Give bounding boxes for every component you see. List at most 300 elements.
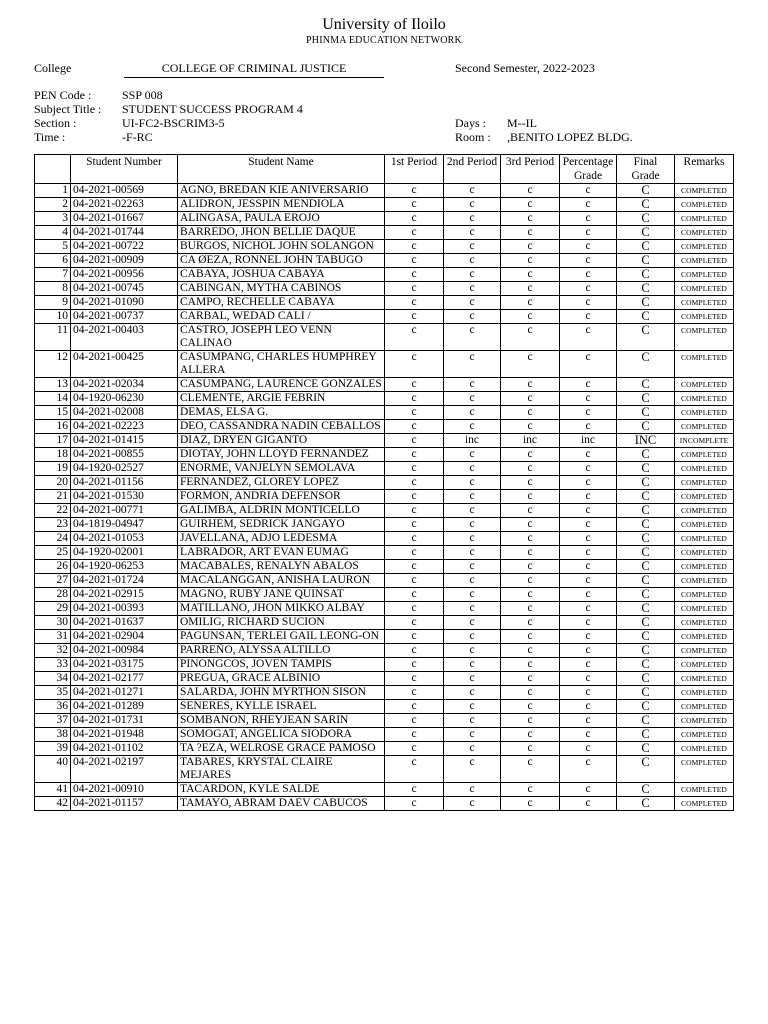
percentage-grade: c (560, 351, 617, 378)
student-number: 04-2021-01271 (71, 686, 178, 700)
final-grade: C (617, 268, 675, 282)
table-row (35, 254, 734, 268)
percentage-grade: c (560, 644, 617, 658)
period-3-grade: c (501, 602, 560, 616)
row-number: 24 (35, 532, 71, 546)
table-row (35, 616, 734, 630)
table-row (35, 742, 734, 756)
percentage-grade: c (560, 518, 617, 532)
remarks: COMPLETED (675, 728, 734, 742)
student-name: CARBAL, WEDAD CALI / (178, 310, 385, 324)
row-number: 36 (35, 700, 71, 714)
final-grade: C (617, 490, 675, 504)
remarks: COMPLETED (675, 783, 734, 797)
percentage-grade: c (560, 184, 617, 198)
grades-table (34, 154, 734, 811)
table-row (35, 378, 734, 392)
student-name: PAGUNSAN, TERLEI GAIL LEONG-ON (178, 630, 385, 644)
period-3-grade: c (501, 783, 560, 797)
period-3-grade: c (501, 560, 560, 574)
remarks: COMPLETED (675, 254, 734, 268)
row-number: 1 (35, 184, 71, 198)
period-3-grade: c (501, 448, 560, 462)
student-number: 04-2021-01090 (71, 296, 178, 310)
student-number: 04-2021-00722 (71, 240, 178, 254)
student-name: TA ?EZA, WELROSE GRACE PAMOSO (178, 742, 385, 756)
remarks: COMPLETED (675, 268, 734, 282)
period-3-grade: c (501, 574, 560, 588)
percentage-grade: c (560, 560, 617, 574)
table-row (35, 448, 734, 462)
student-name: DEO, CASSANDRA NADIN CEBALLOS (178, 420, 385, 434)
row-number: 22 (35, 504, 71, 518)
period-1-grade: c (385, 351, 444, 378)
table-row (35, 406, 734, 420)
period-2-grade: c (444, 504, 501, 518)
remarks: COMPLETED (675, 616, 734, 630)
period-2-grade: c (444, 324, 501, 351)
period-3-grade: c (501, 714, 560, 728)
percentage-grade: c (560, 476, 617, 490)
row-number: 16 (35, 420, 71, 434)
period-1-grade: c (385, 714, 444, 728)
period-2-grade: c (444, 797, 501, 811)
student-number: 04-1819-04947 (71, 518, 178, 532)
remarks: COMPLETED (675, 742, 734, 756)
remarks: COMPLETED (675, 686, 734, 700)
remarks: COMPLETED (675, 310, 734, 324)
document-header (0, 16, 768, 47)
student-number: 04-2021-02263 (71, 198, 178, 212)
student-number: 04-2021-00909 (71, 254, 178, 268)
period-2-grade: c (444, 476, 501, 490)
row-number: 18 (35, 448, 71, 462)
student-name: DIAZ, DRYEN GIGANTO (178, 434, 385, 448)
student-number: 04-2021-00910 (71, 783, 178, 797)
period-2-grade: c (444, 198, 501, 212)
final-grade: C (617, 686, 675, 700)
student-name: OMILIG, RICHARD SUCION (178, 616, 385, 630)
remarks: COMPLETED (675, 630, 734, 644)
time-label: Time : (34, 130, 66, 144)
remarks: COMPLETED (675, 462, 734, 476)
table-row (35, 783, 734, 797)
percentage-grade: c (560, 268, 617, 282)
student-number: 04-2021-01053 (71, 532, 178, 546)
student-number: 04-2021-01415 (71, 434, 178, 448)
remarks: COMPLETED (675, 198, 734, 212)
percentage-grade: c (560, 797, 617, 811)
final-grade: C (617, 240, 675, 254)
final-grade: C (617, 378, 675, 392)
period-3-grade: c (501, 420, 560, 434)
student-number: 04-2021-00956 (71, 268, 178, 282)
header-student-number: Student Number (71, 155, 178, 184)
period-3-grade: c (501, 490, 560, 504)
remarks: COMPLETED (675, 532, 734, 546)
student-name: MAGNO, RUBY JANE QUINSAT (178, 588, 385, 602)
period-3-grade: c (501, 226, 560, 240)
row-number: 5 (35, 240, 71, 254)
pen-code-label: PEN Code : (34, 88, 92, 102)
remarks: COMPLETED (675, 240, 734, 254)
student-name: GALIMBA, ALDRIN MONTICELLO (178, 504, 385, 518)
student-name: MACALANGGAN, ANISHA LAURON (178, 574, 385, 588)
period-2-grade: c (444, 212, 501, 226)
period-2-grade: c (444, 616, 501, 630)
final-grade: C (617, 546, 675, 560)
row-number: 7 (35, 268, 71, 282)
table-row (35, 392, 734, 406)
final-grade: C (617, 644, 675, 658)
period-1-grade: c (385, 518, 444, 532)
table-row (35, 658, 734, 672)
row-number: 17 (35, 434, 71, 448)
row-number: 34 (35, 672, 71, 686)
period-1-grade: c (385, 700, 444, 714)
period-1-grade: c (385, 742, 444, 756)
percentage-grade: c (560, 226, 617, 240)
header-percentage-grade: Percentage Grade (560, 155, 617, 184)
table-row (35, 212, 734, 226)
student-number: 04-1920-02001 (71, 546, 178, 560)
remarks: COMPLETED (675, 212, 734, 226)
row-number: 12 (35, 351, 71, 378)
final-grade: C (617, 476, 675, 490)
period-1-grade: c (385, 728, 444, 742)
final-grade: C (617, 756, 675, 783)
final-grade: C (617, 672, 675, 686)
row-number: 27 (35, 574, 71, 588)
college-label: College (34, 61, 72, 75)
student-number: 04-1920-06253 (71, 560, 178, 574)
percentage-grade: c (560, 378, 617, 392)
student-number: 04-2021-02177 (71, 672, 178, 686)
period-1-grade: c (385, 310, 444, 324)
student-name: ENORME, VANJELYN SEMOLAVA (178, 462, 385, 476)
semester: Second Semester, 2022-2023 (455, 61, 595, 75)
period-1-grade: c (385, 212, 444, 226)
final-grade: C (617, 742, 675, 756)
student-number: 04-2021-01102 (71, 742, 178, 756)
remarks: COMPLETED (675, 504, 734, 518)
row-number: 25 (35, 546, 71, 560)
final-grade: C (617, 226, 675, 240)
percentage-grade: c (560, 448, 617, 462)
percentage-grade: c (560, 700, 617, 714)
period-1-grade: c (385, 532, 444, 546)
student-number: 04-2021-00403 (71, 324, 178, 351)
final-grade: C (617, 406, 675, 420)
table-row (35, 420, 734, 434)
table-row (35, 296, 734, 310)
remarks: COMPLETED (675, 546, 734, 560)
student-number: 04-2021-02904 (71, 630, 178, 644)
period-1-grade: c (385, 324, 444, 351)
table-row (35, 434, 734, 448)
table-row (35, 351, 734, 378)
header-remarks: Remarks (675, 155, 734, 184)
remarks: COMPLETED (675, 756, 734, 783)
student-name: FERNANDEZ, GLOREY LOPEZ (178, 476, 385, 490)
remarks: COMPLETED (675, 700, 734, 714)
period-3-grade: c (501, 240, 560, 254)
period-2-grade: c (444, 448, 501, 462)
student-number: 04-2021-01157 (71, 797, 178, 811)
student-number: 04-2021-00855 (71, 448, 178, 462)
period-3-grade: c (501, 588, 560, 602)
student-number: 04-2021-01744 (71, 226, 178, 240)
period-1-grade: c (385, 406, 444, 420)
remarks: COMPLETED (675, 476, 734, 490)
remarks: COMPLETED (675, 351, 734, 378)
final-grade: C (617, 728, 675, 742)
final-grade: C (617, 462, 675, 476)
period-1-grade: c (385, 490, 444, 504)
student-name: JAVELLANA, ADJO LEDESMA (178, 532, 385, 546)
percentage-grade: c (560, 198, 617, 212)
table-row (35, 282, 734, 296)
remarks: COMPLETED (675, 560, 734, 574)
header-student-name: Student Name (178, 155, 385, 184)
student-number: 04-2021-01289 (71, 700, 178, 714)
final-grade: C (617, 532, 675, 546)
period-3-grade: c (501, 310, 560, 324)
table-row (35, 574, 734, 588)
row-number: 20 (35, 476, 71, 490)
final-grade: C (617, 392, 675, 406)
final-grade: C (617, 783, 675, 797)
period-1-grade: c (385, 198, 444, 212)
time-value: -F-RC (122, 130, 153, 144)
remarks: COMPLETED (675, 324, 734, 351)
period-2-grade: c (444, 310, 501, 324)
final-grade: C (617, 574, 675, 588)
student-name: DIOTAY, JOHN LLOYD FERNANDEZ (178, 448, 385, 462)
period-3-grade: c (501, 378, 560, 392)
period-2-grade: c (444, 226, 501, 240)
student-number: 04-2021-02223 (71, 420, 178, 434)
table-row (35, 504, 734, 518)
row-number: 19 (35, 462, 71, 476)
period-3-grade: c (501, 686, 560, 700)
period-3-grade: c (501, 616, 560, 630)
student-name: CABINGAN, MYTHA CABINOS (178, 282, 385, 296)
period-2-grade: c (444, 296, 501, 310)
percentage-grade: c (560, 532, 617, 546)
table-row (35, 476, 734, 490)
period-2-grade: c (444, 518, 501, 532)
percentage-grade: c (560, 420, 617, 434)
period-3-grade: c (501, 504, 560, 518)
university-name: University of Iloilo (322, 16, 446, 33)
student-number: 04-2021-00745 (71, 282, 178, 296)
remarks: COMPLETED (675, 644, 734, 658)
student-number: 04-2021-00393 (71, 602, 178, 616)
final-grade: C (617, 588, 675, 602)
row-number: 8 (35, 282, 71, 296)
table-row (35, 518, 734, 532)
student-name: SALARDA, JOHN MYRTHON SISON (178, 686, 385, 700)
remarks: INCOMPLETE (675, 434, 734, 448)
period-2-grade: c (444, 672, 501, 686)
row-number: 9 (35, 296, 71, 310)
period-3-grade: c (501, 406, 560, 420)
table-row (35, 756, 734, 783)
percentage-grade: inc (560, 434, 617, 448)
student-name: BURGOS, NICHOL JOHN SOLANGON (178, 240, 385, 254)
row-number: 14 (35, 392, 71, 406)
period-3-grade: c (501, 658, 560, 672)
period-3-grade: c (501, 756, 560, 783)
period-1-grade: c (385, 783, 444, 797)
percentage-grade: c (560, 490, 617, 504)
student-name: TAMAYO, ABRAM DAEV CABUCOS (178, 797, 385, 811)
percentage-grade: c (560, 686, 617, 700)
student-name: CABAYA, JOSHUA CABAYA (178, 268, 385, 282)
period-3-grade: c (501, 644, 560, 658)
header-3rd-period: 3rd Period (501, 155, 560, 184)
row-number: 23 (35, 518, 71, 532)
final-grade: C (617, 616, 675, 630)
student-number: 04-2021-02197 (71, 756, 178, 783)
room-value: ,BENITO LOPEZ BLDG. (507, 130, 633, 144)
period-2-grade: c (444, 378, 501, 392)
remarks: COMPLETED (675, 602, 734, 616)
percentage-grade: c (560, 714, 617, 728)
header-no (35, 155, 71, 184)
row-number: 15 (35, 406, 71, 420)
remarks: COMPLETED (675, 282, 734, 296)
period-2-grade: c (444, 462, 501, 476)
percentage-grade: c (560, 672, 617, 686)
row-number: 33 (35, 658, 71, 672)
period-2-grade: c (444, 756, 501, 783)
period-1-grade: c (385, 756, 444, 783)
days-label: Days : (455, 116, 486, 130)
student-number: 04-2021-03175 (71, 658, 178, 672)
row-number: 42 (35, 797, 71, 811)
final-grade: C (617, 448, 675, 462)
period-1-grade: c (385, 616, 444, 630)
percentage-grade: c (560, 296, 617, 310)
period-2-grade: c (444, 392, 501, 406)
period-3-grade: c (501, 282, 560, 296)
table-row (35, 728, 734, 742)
percentage-grade: c (560, 728, 617, 742)
student-number: 04-2021-02008 (71, 406, 178, 420)
period-2-grade: c (444, 184, 501, 198)
percentage-grade: c (560, 783, 617, 797)
period-2-grade: c (444, 268, 501, 282)
row-number: 35 (35, 686, 71, 700)
table-row (35, 490, 734, 504)
period-1-grade: c (385, 448, 444, 462)
percentage-grade: c (560, 574, 617, 588)
period-2-grade: c (444, 630, 501, 644)
section-label: Section : (34, 116, 77, 130)
student-name: FORMON, ANDRIA DEFENSOR (178, 490, 385, 504)
period-3-grade: inc (501, 434, 560, 448)
student-number: 04-2021-02915 (71, 588, 178, 602)
student-name: SOMBANON, RHEYJEAN SARIN (178, 714, 385, 728)
period-1-grade: c (385, 378, 444, 392)
period-1-grade: c (385, 602, 444, 616)
student-name: CA ØEZA, RONNEL JOHN TABUGO (178, 254, 385, 268)
period-2-grade: c (444, 546, 501, 560)
period-1-grade: c (385, 644, 444, 658)
percentage-grade: c (560, 602, 617, 616)
row-number: 41 (35, 783, 71, 797)
student-name: BARREDO, JHON BELLIE DAQUE (178, 226, 385, 240)
days-value: M--IL (507, 116, 537, 130)
student-number: 04-2021-01724 (71, 574, 178, 588)
remarks: COMPLETED (675, 392, 734, 406)
period-3-grade: c (501, 532, 560, 546)
row-number: 10 (35, 310, 71, 324)
table-row (35, 532, 734, 546)
period-1-grade: c (385, 630, 444, 644)
remarks: COMPLETED (675, 296, 734, 310)
table-row (35, 462, 734, 476)
final-grade: C (617, 296, 675, 310)
final-grade: C (617, 310, 675, 324)
student-name: CLEMENTE, ARGIE FEBRIN (178, 392, 385, 406)
student-name: GUIRHEM, SEDRICK JANGAYO (178, 518, 385, 532)
student-name: CASTRO, JOSEPH LEO VENN CALINAO (178, 324, 385, 351)
row-number: 29 (35, 602, 71, 616)
period-3-grade: c (501, 212, 560, 226)
percentage-grade: c (560, 282, 617, 296)
period-3-grade: c (501, 198, 560, 212)
remarks: COMPLETED (675, 672, 734, 686)
subject-value: STUDENT SUCCESS PROGRAM 4 (122, 102, 303, 116)
table-row (35, 184, 734, 198)
row-number: 21 (35, 490, 71, 504)
period-3-grade: c (501, 742, 560, 756)
header-2nd-period: 2nd Period (444, 155, 501, 184)
table-row (35, 700, 734, 714)
remarks: COMPLETED (675, 226, 734, 240)
student-name: CASUMPANG, LAURENCE GONZALES (178, 378, 385, 392)
period-1-grade: c (385, 797, 444, 811)
percentage-grade: c (560, 406, 617, 420)
percentage-grade: c (560, 212, 617, 226)
percentage-grade: c (560, 616, 617, 630)
student-name: ALINGASA, PAULA EROJO (178, 212, 385, 226)
student-number: 04-2021-01530 (71, 490, 178, 504)
period-2-grade: c (444, 588, 501, 602)
final-grade: C (617, 184, 675, 198)
final-grade: C (617, 504, 675, 518)
percentage-grade: c (560, 504, 617, 518)
final-grade: INC (617, 434, 675, 448)
final-grade: C (617, 700, 675, 714)
period-1-grade: c (385, 476, 444, 490)
percentage-grade: c (560, 588, 617, 602)
student-number: 04-2021-01156 (71, 476, 178, 490)
table-row (35, 198, 734, 212)
period-1-grade: c (385, 588, 444, 602)
final-grade: C (617, 198, 675, 212)
student-number: 04-2021-00984 (71, 644, 178, 658)
table-row (35, 324, 734, 351)
period-3-grade: c (501, 700, 560, 714)
period-1-grade: c (385, 504, 444, 518)
period-2-grade: inc (444, 434, 501, 448)
period-3-grade: c (501, 518, 560, 532)
remarks: COMPLETED (675, 574, 734, 588)
